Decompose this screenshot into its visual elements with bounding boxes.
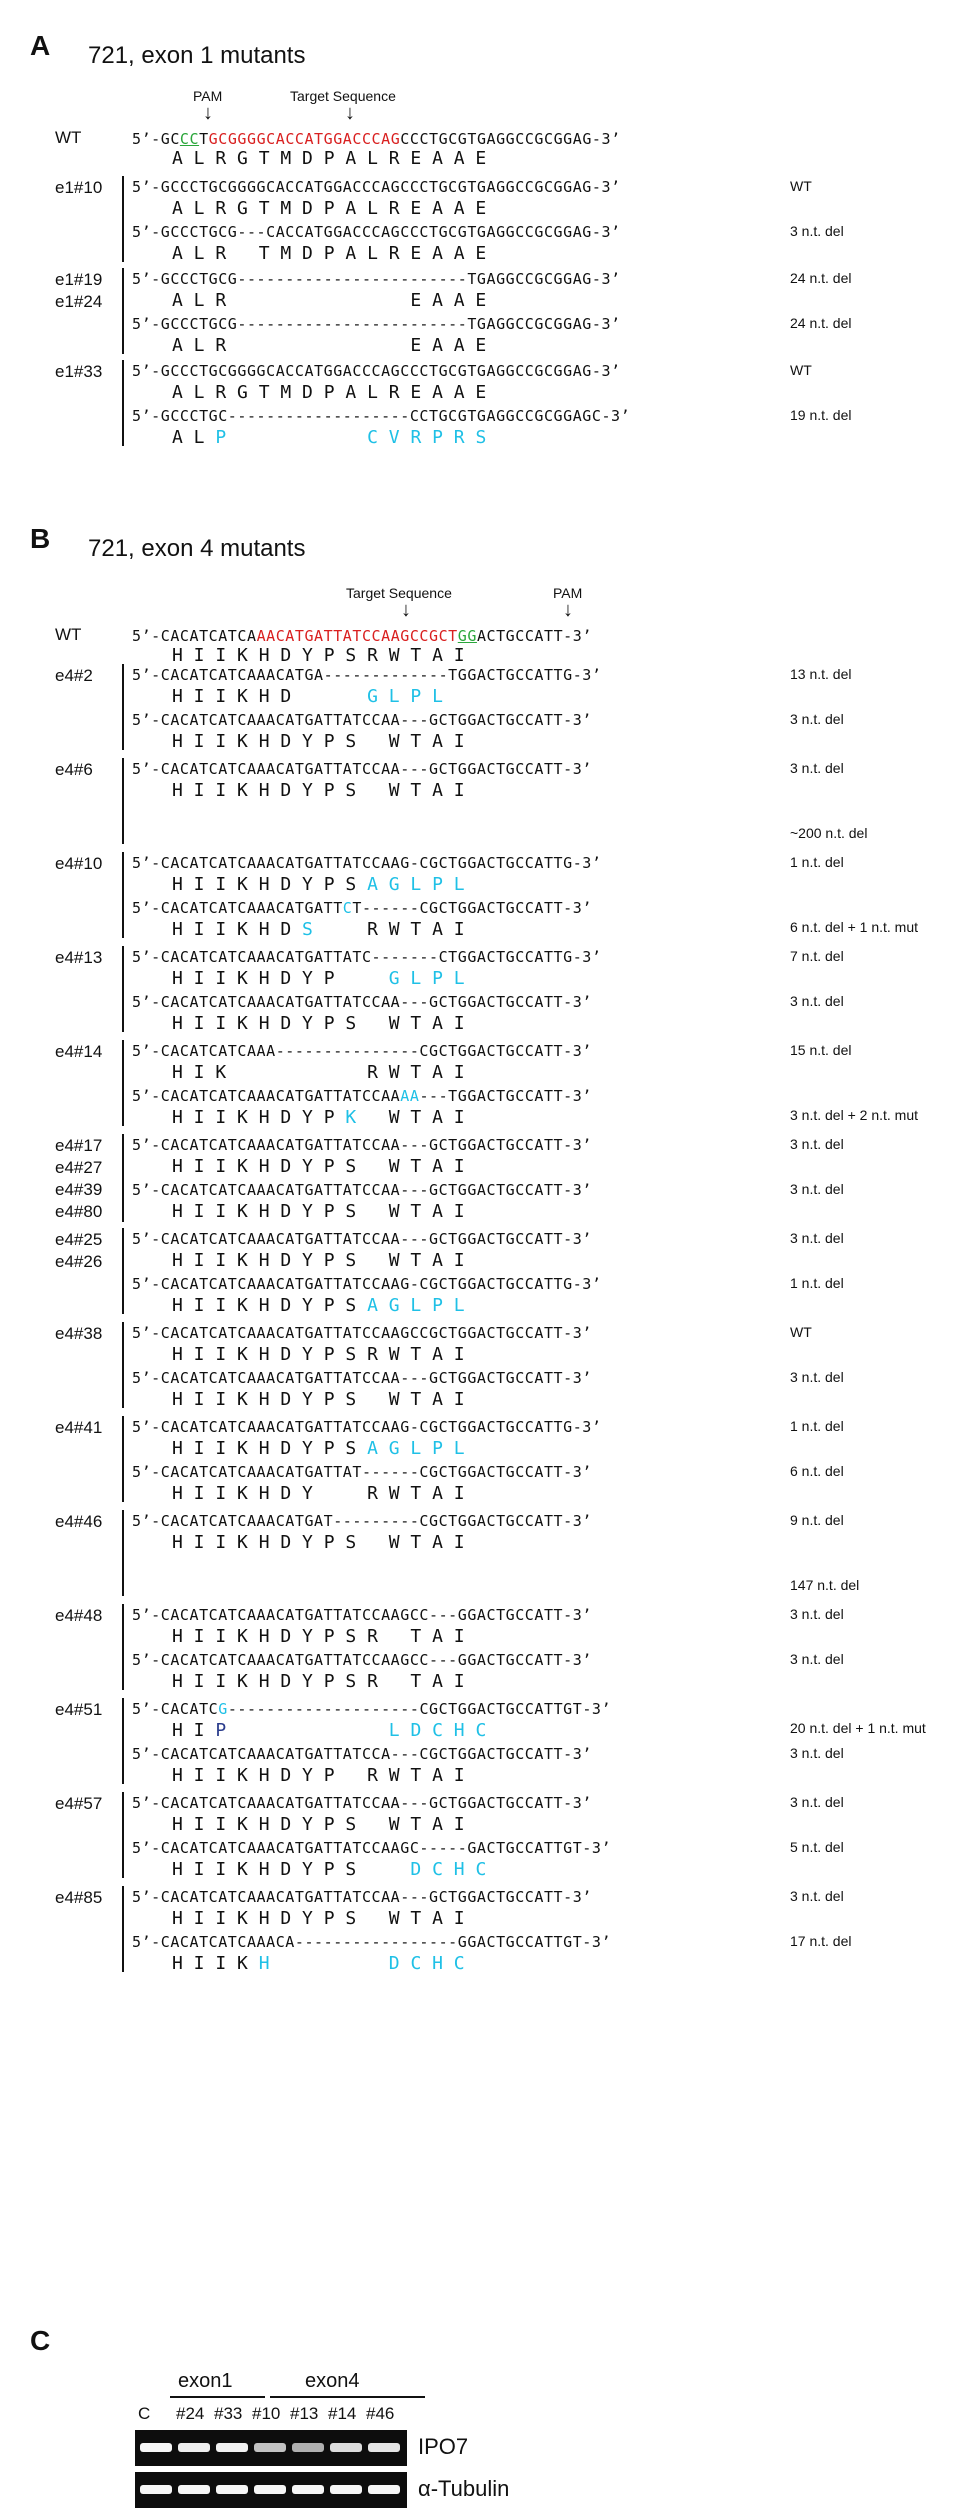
- protein-segment: A G L P L: [367, 1438, 465, 1459]
- protein-segment: W T A I: [356, 1107, 465, 1128]
- clone-label: e4#41: [55, 1418, 103, 1437]
- mutant-protein: [172, 1438, 465, 1459]
- gel-band: [292, 2443, 324, 2452]
- mutant-sequence: 5’-CACATCATCAAACATGAT---------CGCTGGACTGCCATT-3’: [132, 1512, 592, 1530]
- clone-label: e4#13: [55, 948, 103, 967]
- mutant-protein: [172, 874, 465, 895]
- lane-label: #14: [328, 2404, 357, 2423]
- mutant-protein: [172, 686, 443, 707]
- group-bracket-line: [122, 1886, 124, 1972]
- protein-segment: [226, 427, 367, 448]
- mutant-protein: A L R T M D P A L R E A A E: [172, 243, 487, 264]
- mutant-sequence: [132, 1700, 611, 1718]
- protein-segment: H I I K H D Y P S: [172, 1859, 411, 1880]
- group-bracket-line: [122, 852, 124, 938]
- group-bracket-line: [122, 1510, 124, 1596]
- sequence-segment: 5’-CACATCATCAAACATGATTATCCAA: [132, 1087, 401, 1105]
- mutant-sequence: [132, 899, 592, 917]
- protein-segment: H I I K H D: [172, 686, 368, 707]
- mutation-note: 3 n.t. del: [790, 223, 844, 239]
- mutant-sequence: 5’-GCCCTGCG------------------------TGAGGCCGCGGAG-3’: [132, 270, 621, 288]
- protein-segment: H I I K H D Y P: [172, 968, 389, 989]
- clone-label: e4#2: [55, 666, 93, 685]
- protein-segment: S: [302, 919, 313, 940]
- mutant-sequence: 5’-GCCCTGCGGGGCACCATGGACCCAGCCCTGCGTGAGGCCGCGGAG-3’: [132, 178, 621, 196]
- mutant-sequence: 5’-CACATCATCAAACATGATTATCCAA---GCTGGACTGCCATT-3’: [132, 1369, 592, 1387]
- mutant-sequence: 5’-CACATCATCAAACATGATTATCCAA---GCTGGACTGCCATT-3’: [132, 1888, 592, 1906]
- clone-label: e4#51: [55, 1700, 103, 1719]
- mutant-protein: H I I K H D Y P S W T A I: [172, 731, 465, 752]
- pam-label: PAM: [553, 585, 583, 601]
- mutant-protein: H I I K H D Y P S W T A I: [172, 1389, 465, 1410]
- protein-segment: H I I K H D Y P S: [172, 1295, 368, 1316]
- mutant-sequence: 5’-GCCCTGC-------------------CCTGCGTGAGGCCGCGGAGC-3’: [132, 407, 631, 425]
- clone-label: e1#19: [55, 270, 103, 289]
- mutant-protein: A L R E A A E: [172, 290, 487, 311]
- mutant-protein: H I I K H D Y P S R W T A I: [172, 1344, 465, 1365]
- group-bracket-line: [122, 1134, 124, 1222]
- gel-band: [178, 2443, 210, 2452]
- sequence-segment: T------CGCTGGACTGCCATT-3’: [352, 899, 592, 917]
- protein-segment: [270, 1953, 389, 1974]
- mutant-sequence: 5’-GCCCTGCG---CACCATGGACCCAGCCCTGCGTGAGGCCGCGGAG-3’: [132, 223, 621, 241]
- mutant-sequence: 5’-CACATCATCAAACATGATTATCCAAGC-----GACTGCCATTGT-3’: [132, 1839, 612, 1857]
- sequence-segment: C: [342, 899, 353, 917]
- clone-label: e4#46: [55, 1512, 103, 1531]
- sequence-segment: GG: [457, 627, 477, 645]
- mutant-sequence: 5’-CACATCATCAAACATGATTATCCAAG-CGCTGGACTGCCATTG-3’: [132, 854, 602, 872]
- mutant-sequence: 5’-CACATCATCAAACATGATTATCCAAGCC---GGACTGCCATT-3’: [132, 1606, 592, 1624]
- mutant-protein: [172, 427, 486, 448]
- protein-segment: H I I K H D Y P S: [172, 1438, 368, 1459]
- protein-segment: G L P L: [367, 686, 443, 707]
- mutant-protein: A L R G T M D P A L R E A A E: [172, 382, 487, 403]
- mutant-sequence: 5’-CACATCATCAAACATGATTATCCAA---GCTGGACTGCCATT-3’: [132, 1181, 592, 1199]
- mutant-protein: [172, 1953, 465, 1974]
- gel-band: [292, 2485, 324, 2494]
- mutant-protein: H I I K H D Y P S W T A I: [172, 1250, 465, 1271]
- mutant-sequence: 5’-CACATCATCAAACATGATTATCCAA---GCTGGACTGCCATT-3’: [132, 1794, 592, 1812]
- target-arrow: ↓: [345, 102, 355, 124]
- mutant-protein: [172, 1859, 486, 1880]
- clone-label: e4#39: [55, 1180, 103, 1199]
- mutation-note: 13 n.t. del: [790, 666, 852, 682]
- lane-label: C: [138, 2404, 151, 2423]
- mutation-note: 3 n.t. del: [790, 1888, 844, 1904]
- sequence-segment: GCGGGGCACCATGGACCCAG: [208, 130, 401, 148]
- group-bracket-line: [122, 1040, 124, 1126]
- mutant-protein: H I K R W T A I: [172, 1062, 465, 1083]
- mutation-note: 24 n.t. del: [790, 315, 852, 331]
- mutation-note: ~200 n.t. del: [790, 825, 868, 841]
- sequence-segment: CCCTGCGTGAGGCCGCGGAG-3’: [400, 130, 621, 148]
- clone-label: e4#85: [55, 1888, 103, 1907]
- group-bracket-line: [122, 268, 124, 354]
- group-bracket-line: [122, 1698, 124, 1784]
- protein-segment: H I I K: [172, 1953, 259, 1974]
- pam-arrow: ↓: [203, 102, 213, 124]
- mutant-sequence: 5’-CACATCATCAAACATGATTATCCAA---GCTGGACTGCCATT-3’: [132, 760, 592, 778]
- group-bracket-line: [122, 1604, 124, 1690]
- clone-label: e4#25: [55, 1230, 103, 1249]
- mutation-note: 3 n.t. del: [790, 1794, 844, 1810]
- clone-label: e4#17: [55, 1136, 103, 1155]
- mutant-sequence: 5’-CACATCATCAAACATGATTATCCAA---GCTGGACTGCCATT-3’: [132, 711, 592, 729]
- mutant-sequence: 5’-CACATCATCAAACATGATTATCCAAGCC---GGACTGCCATT-3’: [132, 1651, 592, 1669]
- mutation-note: 20 n.t. del + 1 n.t. mut: [790, 1720, 926, 1736]
- mutation-note: 6 n.t. del: [790, 1463, 844, 1479]
- mutant-sequence: 5’-CACATCATCAAACATGATTATCCAA---GCTGGACTGCCATT-3’: [132, 1230, 592, 1248]
- group-bracket-line: [122, 360, 124, 446]
- mutant-protein: [172, 919, 465, 940]
- group-bracket-line: [122, 1322, 124, 1408]
- sequence-segment: AA: [400, 1087, 420, 1105]
- mutation-note: 6 n.t. del + 1 n.t. mut: [790, 919, 919, 935]
- panel-letter-B: B: [30, 523, 51, 554]
- mutation-note: WT: [790, 362, 812, 378]
- gel-band: [254, 2443, 286, 2452]
- mutation-note: 3 n.t. del: [790, 1136, 844, 1152]
- clone-label: e4#10: [55, 854, 103, 873]
- protein-segment: D C H C: [388, 1953, 465, 1974]
- clone-label: e4#80: [55, 1202, 103, 1221]
- target-sequence-label: Target Sequence: [290, 88, 396, 104]
- mutant-protein: H I I K H D Y P S W T A I: [172, 780, 465, 801]
- pam-arrow: ↓: [563, 599, 573, 621]
- clone-label: e4#6: [55, 760, 93, 779]
- gel-row-label: IPO7: [418, 2434, 469, 2459]
- mutation-note: 19 n.t. del: [790, 407, 852, 423]
- sequence-segment: ACTGCCATT-3’: [476, 627, 592, 645]
- sequence-segment: 5’-CACATCATCAAACATGATT: [132, 899, 343, 917]
- mutation-note: 9 n.t. del: [790, 1512, 844, 1528]
- mutant-protein: H I I K H D Y P R W T A I: [172, 1765, 465, 1786]
- mutation-note: 5 n.t. del: [790, 1839, 844, 1855]
- mutant-sequence: 5’-CACATCATCAAACATGATTATCCA---CGCTGGACTGCCATT-3’: [132, 1745, 592, 1763]
- lane-label: #13: [290, 2404, 319, 2423]
- panel-letter-C: C: [30, 2325, 51, 2356]
- lane-label: #46: [366, 2404, 395, 2423]
- mutation-note: 3 n.t. del: [790, 1606, 844, 1622]
- protein-segment: A L: [172, 427, 216, 448]
- mutant-protein: H I I K H D Y P S W T A I: [172, 1201, 465, 1222]
- sequence-segment: ---TGGACTGCCATT-3’: [419, 1087, 592, 1105]
- wt-protein: H I I K H D Y P S R W T A I: [172, 645, 465, 666]
- mutation-note: WT: [790, 178, 812, 194]
- protein-segment: R W T A I: [312, 919, 465, 940]
- sequence-segment: 5’-CACATC: [132, 1700, 219, 1718]
- group-underline-exon1: [170, 2396, 265, 2398]
- mutation-note: 3 n.t. del: [790, 993, 844, 1009]
- group-label-exon4: exon4: [305, 2370, 360, 2392]
- mutant-protein: H I I K H D Y P S W T A I: [172, 1814, 465, 1835]
- mutation-note: 3 n.t. del: [790, 1230, 844, 1246]
- group-bracket-line: [122, 758, 124, 844]
- gel-band: [216, 2443, 248, 2452]
- mutation-note: 3 n.t. del: [790, 1745, 844, 1761]
- mutant-protein: [172, 968, 465, 989]
- group-bracket-line: [122, 1228, 124, 1314]
- gel-band: [330, 2443, 362, 2452]
- group-bracket-line: [122, 1416, 124, 1502]
- gel-band: [254, 2485, 286, 2494]
- gel-band: [368, 2443, 400, 2452]
- mutation-note: 15 n.t. del: [790, 1042, 852, 1058]
- group-bracket-line: [122, 1792, 124, 1878]
- protein-segment: A G L P L: [367, 1295, 465, 1316]
- clone-label: e4#14: [55, 1042, 103, 1061]
- mutant-protein: [172, 1295, 465, 1316]
- sequence-segment: 5’-CACATCATCA: [132, 627, 257, 645]
- lane-label: #33: [214, 2404, 243, 2423]
- protein-segment: P: [215, 1720, 227, 1741]
- gel-band: [140, 2443, 172, 2452]
- lane-label: #24: [176, 2404, 205, 2423]
- mutation-note: 1 n.t. del: [790, 854, 844, 870]
- sequence-segment: CC: [179, 130, 200, 148]
- mutant-protein: H I I K H D Y P S R T A I: [172, 1671, 465, 1692]
- mutant-sequence: 5’-CACATCATCAAACATGATTAT------CGCTGGACTGCCATT-3’: [132, 1463, 592, 1481]
- clone-label: e1#24: [55, 292, 103, 311]
- lane-label: #10: [252, 2404, 281, 2423]
- group-bracket-line: [122, 664, 124, 750]
- mutation-note: WT: [790, 1324, 812, 1340]
- gel-band: [216, 2485, 248, 2494]
- mutant-sequence: 5’-CACATCATCAAACA-----------------GGACTGCCATTGT-3’: [132, 1933, 612, 1951]
- mutant-protein: H I I K H D Y P S W T A I: [172, 1013, 465, 1034]
- wt-label: WT: [55, 128, 82, 147]
- mutation-note: 1 n.t. del: [790, 1418, 844, 1434]
- mutant-protein: A L R E A A E: [172, 335, 487, 356]
- mutant-sequence: 5’-CACATCATCAAA---------------CGCTGGACTGCCATT-3’: [132, 1042, 592, 1060]
- mutant-protein: [172, 1107, 465, 1128]
- gel-band: [368, 2485, 400, 2494]
- mutant-protein: H I I K H D Y P S W T A I: [172, 1908, 465, 1929]
- mutant-protein: [172, 1720, 486, 1741]
- sequence-segment: --------------------CGCTGGACTGCCATTGT-3’: [227, 1700, 612, 1718]
- mutant-protein: H I I K H D Y P S W T A I: [172, 1156, 465, 1177]
- protein-segment: C V R P R S: [367, 427, 487, 448]
- mutant-sequence: 5’-CACATCATCAAACATGATTATCCAAG-CGCTGGACTGCCATTG-3’: [132, 1275, 602, 1293]
- mutant-sequence: 5’-CACATCATCAAACATGATTATCCAA---GCTGGACTGCCATT-3’: [132, 1136, 592, 1154]
- wt-sequence: [132, 130, 621, 148]
- gel-row-label: α-Tubulin: [418, 2476, 510, 2501]
- protein-segment: H I: [172, 1720, 216, 1741]
- protein-segment: L D C H C: [388, 1720, 487, 1741]
- mutant-protein: A L R G T M D P A L R E A A E: [172, 198, 487, 219]
- wt-label: WT: [55, 625, 82, 644]
- group-bracket-line: [122, 176, 124, 262]
- mutation-note: 3 n.t. del: [790, 1181, 844, 1197]
- mutation-note: 17 n.t. del: [790, 1933, 852, 1949]
- protein-segment: H: [258, 1953, 270, 1974]
- sequence-segment: 5’-GC: [132, 130, 180, 148]
- mutant-sequence: 5’-GCCCTGCG------------------------TGAGGCCGCGGAG-3’: [132, 315, 621, 333]
- clone-label: e4#57: [55, 1794, 103, 1813]
- mutant-sequence: 5’-CACATCATCAAACATGA-------------TGGACTGCCATTG-3’: [132, 666, 602, 684]
- gel-band: [140, 2485, 172, 2494]
- protein-segment: K: [345, 1107, 357, 1128]
- target-arrow: ↓: [401, 599, 411, 621]
- mutant-sequence: [132, 1087, 592, 1105]
- sequence-segment: AACATGATTATCCAAGCCGCT: [256, 627, 458, 645]
- mutation-note: 3 n.t. del: [790, 1369, 844, 1385]
- gel-band: [178, 2485, 210, 2494]
- mutation-note: 147 n.t. del: [790, 1577, 860, 1593]
- mutant-sequence: 5’-CACATCATCAAACATGATTATC-------CTGGACTGCCATTG-3’: [132, 948, 602, 966]
- mutation-note: 3 n.t. del: [790, 1651, 844, 1667]
- group-underline-exon4: [270, 2396, 425, 2398]
- clone-label: e1#10: [55, 178, 103, 197]
- panel-title-B: 721, exon 4 mutants: [88, 535, 306, 562]
- protein-segment: H I I K H D: [172, 919, 303, 940]
- protein-segment: P: [215, 427, 227, 448]
- group-label-exon1: exon1: [178, 2370, 233, 2392]
- mutant-sequence: 5’-CACATCATCAAACATGATTATCCAA---GCTGGACTGCCATT-3’: [132, 993, 592, 1011]
- mutation-note: 3 n.t. del + 2 n.t. mut: [790, 1107, 919, 1123]
- mutant-sequence: 5’-CACATCATCAAACATGATTATCCAAG-CGCTGGACTGCCATTG-3’: [132, 1418, 602, 1436]
- mutation-note: 3 n.t. del: [790, 711, 844, 727]
- protein-segment: A G L P L: [367, 874, 465, 895]
- panel-title-A: 721, exon 1 mutants: [88, 42, 306, 69]
- clone-label: e4#26: [55, 1252, 103, 1271]
- group-bracket-line: [122, 946, 124, 1032]
- panel-letter-A: A: [30, 30, 51, 61]
- protein-segment: G L P L: [388, 968, 465, 989]
- clone-label: e4#38: [55, 1324, 103, 1343]
- mutant-protein: H I I K H D Y R W T A I: [172, 1483, 465, 1504]
- clone-label: e4#48: [55, 1606, 103, 1625]
- mutation-note: 24 n.t. del: [790, 270, 852, 286]
- sequence-segment: G: [218, 1700, 228, 1718]
- wt-sequence: [132, 627, 592, 645]
- mutant-sequence: 5’-GCCCTGCGGGGCACCATGGACCCAGCCCTGCGTGAGGCCGCGGAG-3’: [132, 362, 621, 380]
- mutant-protein: H I I K H D Y P S R T A I: [172, 1626, 465, 1647]
- protein-segment: H I I K H D Y P: [172, 1107, 346, 1128]
- clone-label: e1#33: [55, 362, 103, 381]
- gel-band: [330, 2485, 362, 2494]
- mutation-note: 7 n.t. del: [790, 948, 844, 964]
- protein-segment: D C H C: [410, 1859, 487, 1880]
- target-sequence-label: Target Sequence: [346, 585, 452, 601]
- mutant-protein: H I I K H D Y P S W T A I: [172, 1532, 465, 1553]
- mutation-note: 3 n.t. del: [790, 760, 844, 776]
- protein-segment: [226, 1720, 389, 1741]
- sequence-segment: T: [199, 130, 209, 148]
- pam-label: PAM: [193, 88, 223, 104]
- protein-segment: H I I K H D Y P S: [172, 874, 368, 895]
- wt-protein: A L R G T M D P A L R E A A E: [172, 148, 487, 169]
- mutant-sequence: 5’-CACATCATCAAACATGATTATCCAAGCCGCTGGACTGCCATT-3’: [132, 1324, 592, 1342]
- mutation-note: 1 n.t. del: [790, 1275, 844, 1291]
- clone-label: e4#27: [55, 1158, 103, 1177]
